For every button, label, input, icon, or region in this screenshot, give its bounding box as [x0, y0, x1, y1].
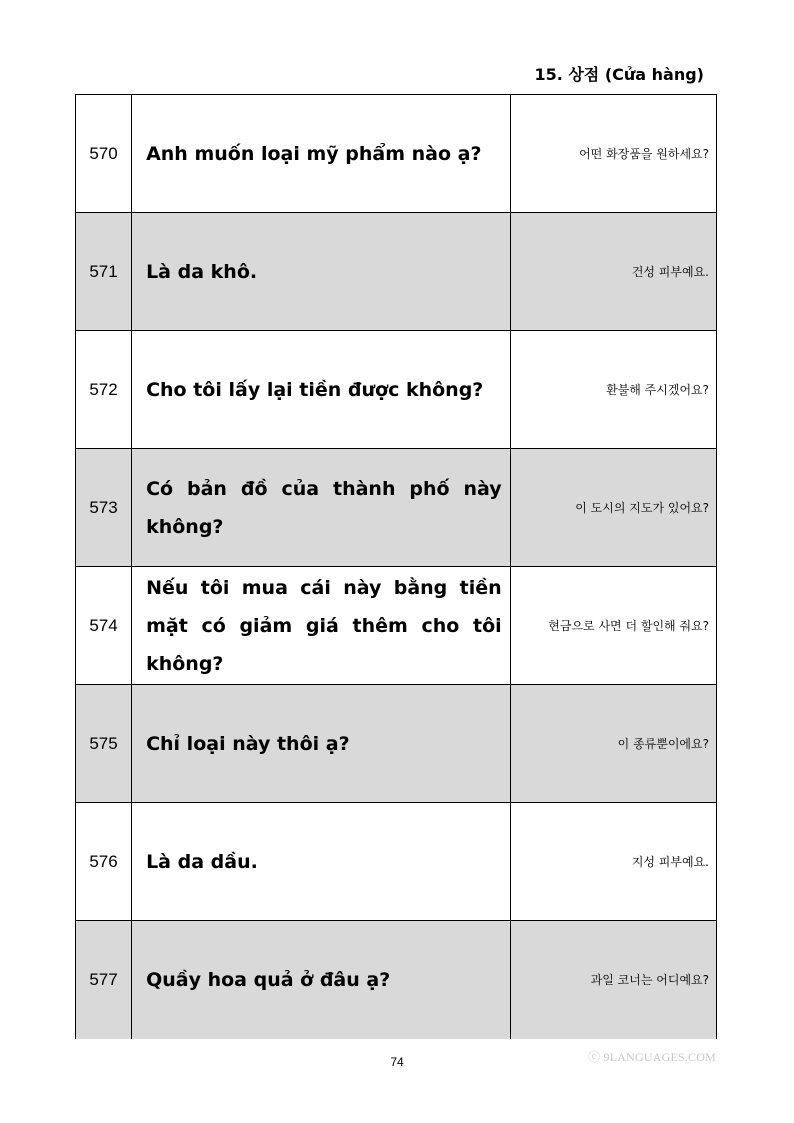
- table-row: [76, 95, 717, 213]
- row-number: 572: [76, 331, 132, 449]
- korean-translation: 환불해 주시겠어요?: [510, 331, 716, 449]
- row-number: 575: [76, 685, 132, 803]
- korean-translation: 지성 피부예요.: [510, 803, 716, 921]
- korean-translation: 현금으로 사면 더 할인해 줘요?: [510, 567, 716, 685]
- table-row: [76, 213, 717, 331]
- vietnamese-phrase: Nếu tôi mua cái này bằng tiền mặt có giảm giá thêm cho tôi không?: [132, 567, 511, 685]
- table-row: [76, 449, 717, 567]
- row-number: 574: [76, 567, 132, 685]
- korean-translation: 이 도시의 지도가 있어요?: [510, 449, 716, 567]
- row-number: 576: [76, 803, 132, 921]
- table-row: [76, 921, 717, 1039]
- vietnamese-phrase: Quầy hoa quả ở đâu ạ?: [132, 921, 511, 1039]
- table-row: [76, 803, 717, 921]
- vietnamese-phrase: Chỉ loại này thôi ạ?: [132, 685, 511, 803]
- vietnamese-phrase: Là da khô.: [132, 213, 511, 331]
- row-number: 573: [76, 449, 132, 567]
- vietnamese-phrase: Cho tôi lấy lại tiền được không?: [132, 331, 511, 449]
- table-row: [76, 685, 717, 803]
- korean-translation: 이 종류뿐이에요?: [510, 685, 716, 803]
- row-number: 571: [76, 213, 132, 331]
- row-number: 570: [76, 95, 132, 213]
- phrase-table: [75, 94, 717, 1039]
- row-number: 577: [76, 921, 132, 1039]
- table-row: [76, 567, 717, 685]
- korean-translation: 과일 코너는 어디예요?: [510, 921, 716, 1039]
- korean-translation: 어떤 화장품을 원하세요?: [510, 95, 716, 213]
- table-row: [76, 331, 717, 449]
- vietnamese-phrase: Là da dầu.: [132, 803, 511, 921]
- copyright-watermark: ⓒ 9LANGUAGES.COM: [588, 1050, 716, 1064]
- section-title: 15. 상점 (Cửa hàng): [534, 65, 704, 84]
- korean-translation: 건성 피부예요.: [510, 213, 716, 331]
- vietnamese-phrase: Anh muốn loại mỹ phẩm nào ạ?: [132, 95, 511, 213]
- vietnamese-phrase: Có bản đồ của thành phố này không?: [132, 449, 511, 567]
- page-number: 74: [390, 1055, 404, 1069]
